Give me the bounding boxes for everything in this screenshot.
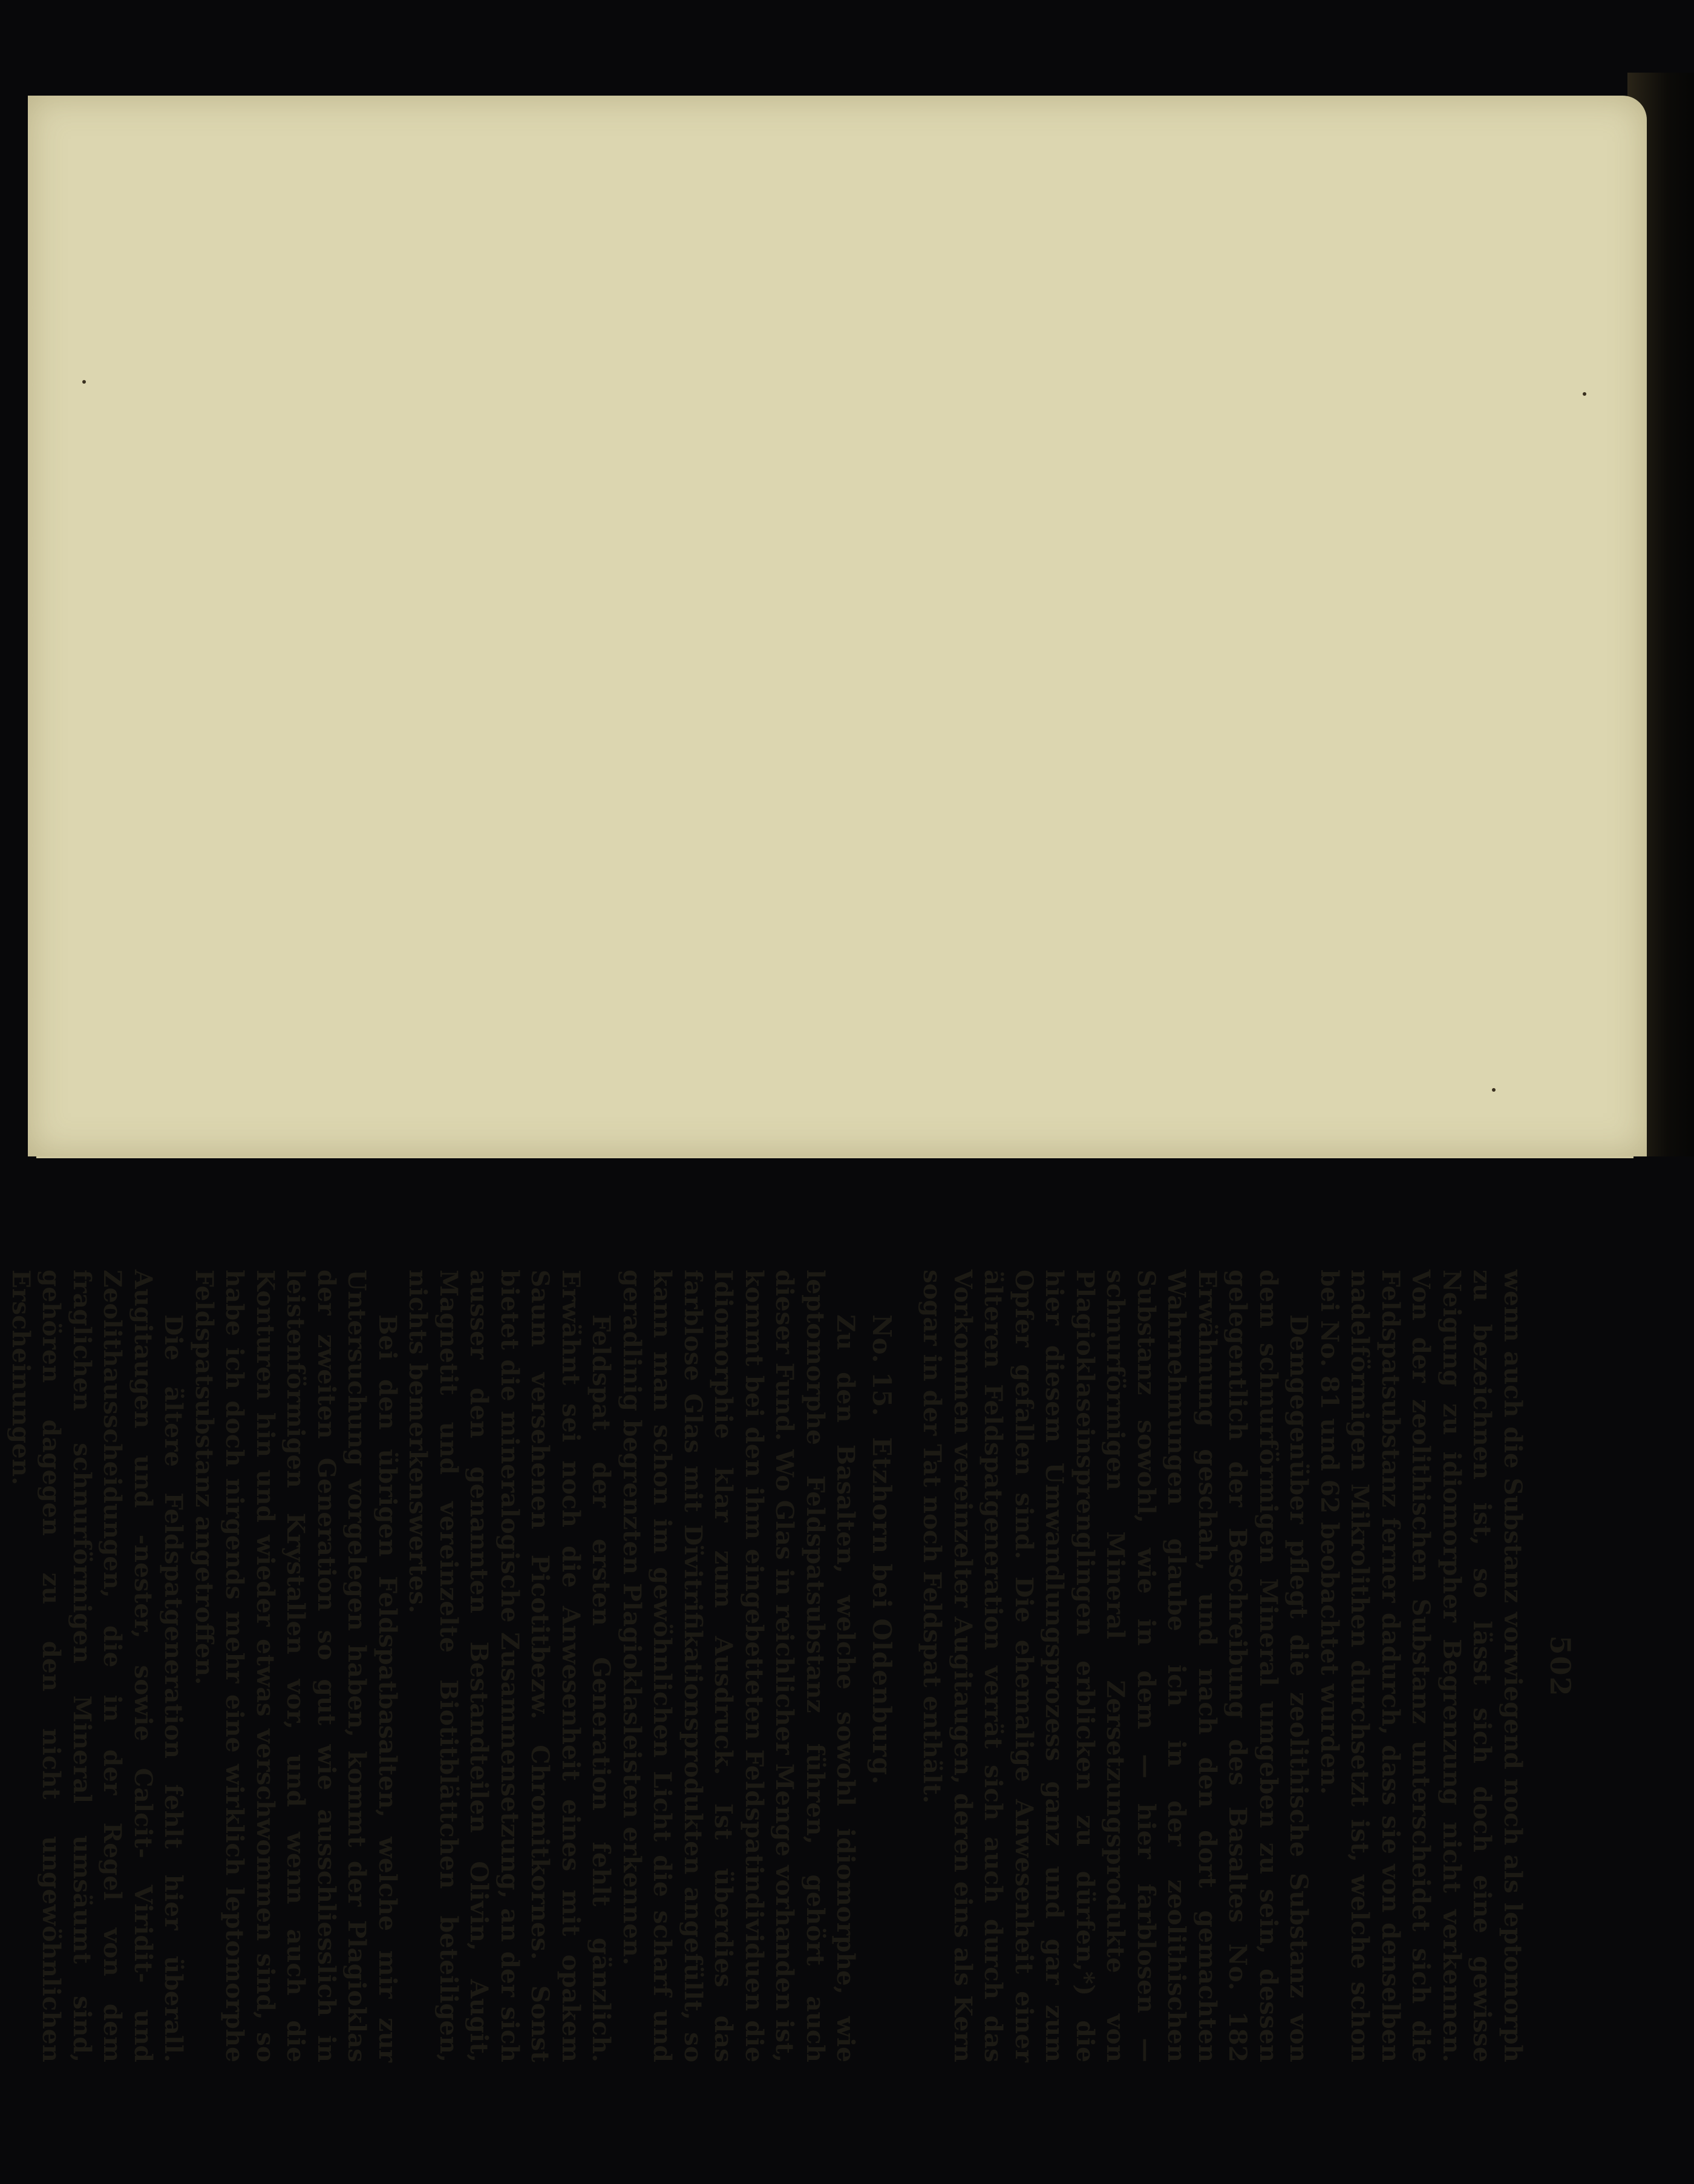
body-text-column xyxy=(0,1270,1528,2062)
paragraph-6: Die ältere Feldspatgeneration fehlt hier überall. Augitaugen und -nester, sowie Calcit- Viridit- und Zeolithausscheidungen, die in der Regel von dem fraglichen schnurförmigen Mineral umsäumt sind, gehören dagegen zu den nicht ungewöhnlichen Erscheinungen. xyxy=(7,1270,189,2062)
paragraph-5: Bei den übrigen Feldspatbasalten, welche mir zur Untersuchung vorgelegen haben, kommt der Plagioklas der zweiten Generation so gut wie ausschliesslich in leistenförmigen Krystallen vor, und wenn auch die Konturen hin und wieder etwas verschwommen sind, so habe ich doch nirgends mehr eine wirklich leptomorphe Feldspatsubstanz angetroffen. xyxy=(190,1270,402,2062)
paper-speck xyxy=(1583,392,1586,396)
paper-speck xyxy=(82,380,86,384)
section-title: Etzhorn bei Oldenburg. xyxy=(867,1437,897,1785)
section-number: No. 15. xyxy=(867,1314,897,1416)
paper-speck xyxy=(1492,1088,1496,1092)
paragraph-2: Demgegenüber pflegt die zeolithische Substanz von dem schnurförmigen Mineral umgeben zu sein, dessen gelegentlich der Beschreibung des Basaltes No. 182 Erwähnung geschah, und nach den dort gemachten Wahrnehmungen glaube ich in der zeolithischen Substanz sowohl, wie in dem — hier farblosen — schnurförmigen Mineral Zersetzungsprodukte von Plagioklaseinsprenglingen erblicken zu dürfen,*) die hier diesem Umwandlungsprozess ganz und gar zum Opfer gefallen sind. Die ehemalige Anwesenheit einer älteren Feldspatgeneration verrät sich auch durch das Vorkommen vereinzelter Augitaugen, deren eins als Kern sogar in der Tat noch Feldspat enthält. xyxy=(918,1270,1314,2062)
page-upright-canvas xyxy=(7,1149,1601,2184)
page-number: 502 xyxy=(1544,1635,1577,1697)
paragraph-4: Feldspat der ersten Generation fehlt gänzlich. Erwähnt sei noch die Anwesenheit eines mit opakem Saum versehenen Picotitbezw. Chromitkornes. Sonst bietet die mineralogische Zusammensetzung, an der sich ausser den genannten Bestandteilen Olivin, Augit, Magnetit und vereinzelte Biotitblättchen beteiligen, nichts bemerkenswertes. xyxy=(404,1270,616,2062)
section-heading xyxy=(866,1270,897,2062)
rotated-page-content xyxy=(7,1149,1601,2184)
paragraph-1: wenn auch die Substanz vorwiegend noch als leptomorph zu bezeichnen ist, so lässt sich doch eine gewisse Neigung zu idiomorpher Begrenzung nicht verkennen. Von der zeolithischen Substanz unterscheidet sich die Feldspatsubstanz ferner dadurch, dass sie von denselben nadelförmigen Mikrolithen durchsetzt ist, welche schon bei No. 81 und 62 beobachtet wurden. xyxy=(1315,1270,1528,2062)
paragraph-3: Zu den Basalten, welche sowohl idiomorphe, wie leptomorphe Feldspatsubstanz führen, gehört auch dieser Fund. Wo Glas in reichlicher Menge vorhanden ist, kommt bei den ihm eingebetteten Feldspatindividuen die Idiomorphie klar zum Ausdruck. Ist überdies das farblose Glas mit Dïvitrifikationsprodukten angefüllt, so kann man schon im gewöhnlichen Licht die scharf und geradlinig begrenzten Plagioklasleisten erkennen. xyxy=(618,1270,861,2062)
book-page xyxy=(7,96,1647,2062)
